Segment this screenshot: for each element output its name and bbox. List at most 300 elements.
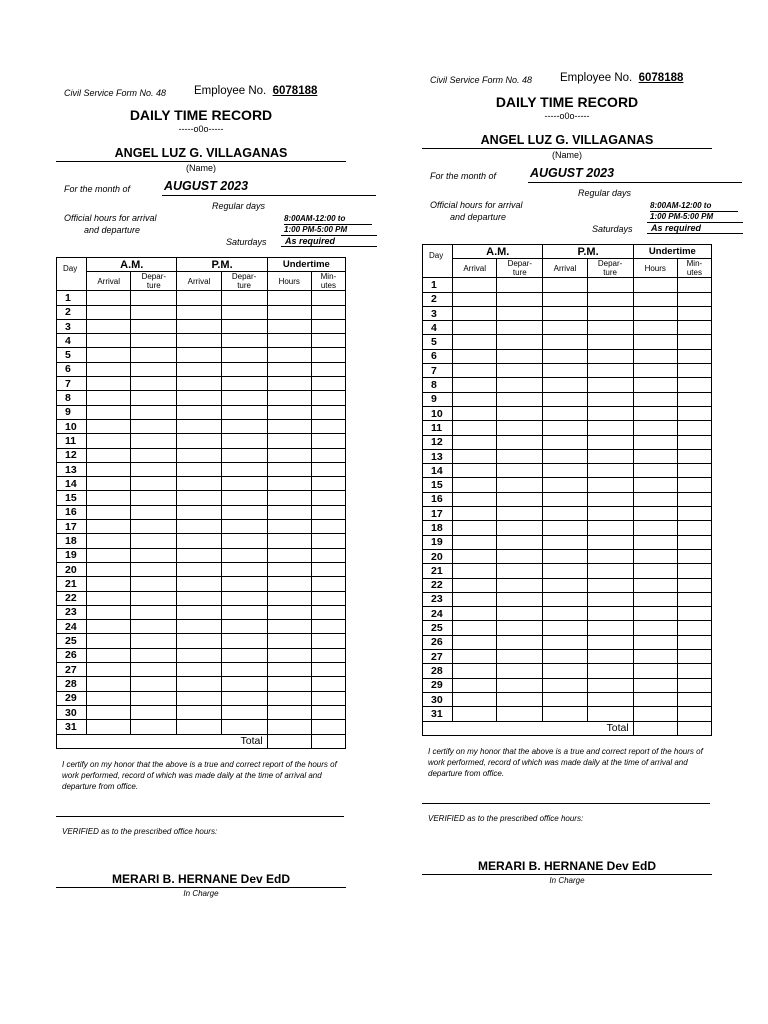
time-cell: [311, 462, 345, 476]
time-cell: [221, 434, 267, 448]
employee-name: ANGEL LUZ G. VILLAGANAS: [422, 133, 712, 149]
time-cell: [543, 392, 587, 406]
table-row: [57, 562, 346, 576]
time-cell: [633, 335, 677, 349]
time-cell: [633, 492, 677, 506]
ornament: -----o0o-----: [544, 111, 590, 121]
time-cell: [311, 434, 345, 448]
day-number: 16: [57, 505, 87, 519]
day-number: 11: [57, 434, 87, 448]
table-row: [423, 592, 712, 606]
time-cell: [453, 578, 497, 592]
time-cell: [131, 348, 177, 362]
time-cell: [677, 507, 711, 521]
time-cell: [221, 448, 267, 462]
time-cell: [87, 462, 131, 476]
time-cell: [453, 278, 497, 292]
table-row: [423, 635, 712, 649]
time-cell: [311, 691, 345, 705]
time-cell: [677, 335, 711, 349]
time-cell: [633, 664, 677, 678]
time-cell: [633, 707, 677, 721]
civil-service-form-label: Civil Service Form No. 48: [430, 75, 533, 85]
time-cell: [131, 391, 177, 405]
time-cell: [177, 419, 221, 433]
time-cell: [497, 692, 543, 706]
time-cell: [267, 448, 311, 462]
time-cell: [677, 564, 711, 578]
time-cell: [87, 505, 131, 519]
table-row: [57, 691, 346, 705]
time-cell: [543, 335, 587, 349]
time-cell: [587, 607, 633, 621]
day-number: 13: [423, 449, 453, 463]
dtr-form-left: [56, 85, 346, 898]
time-cell: [543, 406, 587, 420]
time-cell: [87, 591, 131, 605]
time-cell: [543, 278, 587, 292]
employee-number: Employee No. 6078188: [560, 72, 684, 84]
time-cell: [221, 562, 267, 576]
time-cell: [543, 621, 587, 635]
time-cell: [633, 621, 677, 635]
time-cell: [267, 348, 311, 362]
time-cell: [587, 421, 633, 435]
time-cell: [177, 377, 221, 391]
time-cell: [677, 449, 711, 463]
time-cell: [633, 478, 677, 492]
time-cell: [633, 406, 677, 420]
time-cell: [131, 605, 177, 619]
month-value: AUGUST 2023: [162, 179, 376, 196]
day-number: 1: [57, 291, 87, 305]
time-cell: [131, 691, 177, 705]
time-cell: [587, 678, 633, 692]
time-cell: [311, 477, 345, 491]
time-cell: [267, 362, 311, 376]
time-cell: [677, 464, 711, 478]
name-caption: (Name): [185, 163, 216, 173]
time-cell: [221, 491, 267, 505]
day-number: 20: [423, 549, 453, 563]
time-cell: [311, 591, 345, 605]
time-cell: [177, 434, 221, 448]
time-cell: [221, 691, 267, 705]
day-number: 26: [423, 635, 453, 649]
time-cell: [453, 592, 497, 606]
time-cell: [543, 664, 587, 678]
day-number: 2: [423, 292, 453, 306]
official-hours: [56, 199, 346, 247]
time-cell: [677, 635, 711, 649]
time-cell: [543, 435, 587, 449]
time-cell: [177, 648, 221, 662]
day-number: 5: [57, 348, 87, 362]
time-cell: [267, 391, 311, 405]
time-cell: [587, 378, 633, 392]
table-row: [57, 319, 346, 333]
time-cell: [543, 449, 587, 463]
time-cell: [677, 278, 711, 292]
time-cell: [453, 678, 497, 692]
table-row: [57, 648, 346, 662]
day-number: 3: [423, 306, 453, 320]
signer-name: MERARI B. HERNANE Dev EdD: [56, 872, 346, 888]
verified-text: VERIFIED as to the prescribed office hours:: [428, 813, 584, 823]
time-cell: [221, 305, 267, 319]
signature-line: [56, 816, 344, 817]
time-cell: [177, 677, 221, 691]
time-cell: [311, 605, 345, 619]
pm-departure-header: Depar- ture: [221, 272, 267, 291]
time-cell: [677, 549, 711, 563]
table-row: [423, 321, 712, 335]
time-cell: [267, 577, 311, 591]
table-row: [423, 664, 712, 678]
am-departure-header: Depar- ture: [497, 259, 543, 278]
table-row: [57, 448, 346, 462]
time-cell: [453, 650, 497, 664]
time-cell: [267, 548, 311, 562]
day-number: 26: [57, 648, 87, 662]
total-hours-cell: [633, 721, 677, 735]
day-number: 10: [423, 406, 453, 420]
time-cell: [177, 477, 221, 491]
time-cell: [311, 319, 345, 333]
am-departure-header: Depar- ture: [131, 272, 177, 291]
table-row: [423, 306, 712, 320]
time-cell: [221, 462, 267, 476]
table-row: [57, 291, 346, 305]
time-cell: [87, 491, 131, 505]
regular-days-label: Regular days: [212, 201, 266, 211]
pm-header: P.M.: [177, 258, 267, 272]
official-hours-label: Official hours for arrival: [64, 213, 157, 223]
time-cell: [633, 421, 677, 435]
time-cell: [497, 578, 543, 592]
table-row: [423, 349, 712, 363]
time-cell: [221, 634, 267, 648]
table-row: [57, 620, 346, 634]
time-cell: [587, 406, 633, 420]
time-cell: [543, 492, 587, 506]
time-cell: [453, 549, 497, 563]
table-row: [423, 435, 712, 449]
time-cell: [87, 605, 131, 619]
day-number: 12: [57, 448, 87, 462]
am-arrival-header: Arrival: [87, 272, 131, 291]
table-row: [57, 677, 346, 691]
day-number: 1: [423, 278, 453, 292]
time-cell: [177, 448, 221, 462]
time-cell: [497, 321, 543, 335]
day-number: 11: [423, 421, 453, 435]
time-cell: [131, 319, 177, 333]
employee-name: ANGEL LUZ G. VILLAGANAS: [56, 146, 346, 162]
time-cell: [453, 421, 497, 435]
time-cell: [497, 392, 543, 406]
time-cell: [677, 392, 711, 406]
time-cell: [453, 521, 497, 535]
day-number: 9: [423, 392, 453, 406]
official-hours-label-2: and departure: [450, 212, 507, 222]
time-cell: [497, 478, 543, 492]
time-cell: [221, 677, 267, 691]
time-cell: [497, 564, 543, 578]
time-cell: [453, 535, 497, 549]
time-cell: [543, 549, 587, 563]
table-row: [57, 462, 346, 476]
time-cell: [497, 650, 543, 664]
time-cell: [177, 605, 221, 619]
time-cell: [497, 292, 543, 306]
time-cell: [221, 477, 267, 491]
saturdays-label: Saturdays: [592, 224, 633, 234]
time-cell: [221, 505, 267, 519]
table-row: [423, 492, 712, 506]
table-row: [57, 520, 346, 534]
time-cell: [311, 548, 345, 562]
time-cell: [177, 505, 221, 519]
table-row: [423, 521, 712, 535]
time-cell: [633, 378, 677, 392]
minutes-header: Min- utes: [311, 272, 345, 291]
time-cell: [497, 621, 543, 635]
time-cell: [87, 620, 131, 634]
civil-service-form-label: Civil Service Form No. 48: [64, 88, 167, 98]
table-row: [423, 621, 712, 635]
time-cell: [633, 549, 677, 563]
time-cell: [177, 391, 221, 405]
time-cell: [453, 392, 497, 406]
time-cell: [453, 306, 497, 320]
time-cell: [131, 534, 177, 548]
time-cell: [221, 534, 267, 548]
time-cell: [497, 464, 543, 478]
day-number: 27: [57, 663, 87, 677]
table-row: [57, 305, 346, 319]
time-cell: [311, 534, 345, 548]
time-cell: [267, 663, 311, 677]
time-cell: [177, 334, 221, 348]
time-cell: [543, 707, 587, 721]
time-cell: [633, 349, 677, 363]
day-number: 31: [57, 720, 87, 734]
time-cell: [177, 663, 221, 677]
time-cell: [587, 492, 633, 506]
certification-text: I certify on my honor that the above is a true and correct report of the hours of work performed, record of which was made daily at the time of arrival and departure from office.: [428, 746, 703, 778]
time-cell: [221, 548, 267, 562]
name-caption: (Name): [551, 150, 582, 160]
time-cell: [267, 634, 311, 648]
time-cell: [543, 464, 587, 478]
time-cell: [453, 364, 497, 378]
time-cell: [221, 648, 267, 662]
time-cell: [543, 607, 587, 621]
day-number: 22: [57, 591, 87, 605]
time-cell: [677, 349, 711, 363]
time-cell: [587, 578, 633, 592]
time-cell: [221, 391, 267, 405]
time-cell: [587, 549, 633, 563]
time-cell: [131, 377, 177, 391]
total-hours-cell: [267, 734, 311, 748]
time-cell: [87, 419, 131, 433]
day-number: 15: [57, 491, 87, 505]
time-cell: [587, 478, 633, 492]
time-cell: [311, 677, 345, 691]
day-number: 16: [423, 492, 453, 506]
time-cell: [497, 364, 543, 378]
time-cell: [633, 278, 677, 292]
official-hours-label-2: and departure: [84, 225, 141, 235]
day-number: 25: [57, 634, 87, 648]
time-cell: [587, 321, 633, 335]
time-cell: [497, 635, 543, 649]
time-cell: [177, 591, 221, 605]
time-cell: [453, 664, 497, 678]
day-number: 17: [423, 507, 453, 521]
time-cell: [543, 306, 587, 320]
time-cell: [497, 535, 543, 549]
day-number: 28: [423, 664, 453, 678]
time-cell: [131, 648, 177, 662]
table-row: [57, 491, 346, 505]
day-number: 7: [57, 377, 87, 391]
time-cell: [587, 564, 633, 578]
employee-number: Employee No. 6078188: [194, 85, 318, 97]
month-row: [56, 179, 346, 199]
day-number: 3: [57, 319, 87, 333]
time-cell: [543, 421, 587, 435]
time-cell: [177, 548, 221, 562]
time-cell: [87, 705, 131, 719]
form-title: DAILY TIME RECORD: [129, 107, 273, 123]
time-cell: [677, 578, 711, 592]
day-number: 30: [423, 692, 453, 706]
time-cell: [87, 319, 131, 333]
time-cell: [497, 449, 543, 463]
time-cell: [497, 507, 543, 521]
time-cell: [633, 635, 677, 649]
table-row: [57, 577, 346, 591]
time-cell: [177, 720, 221, 734]
time-cell: [221, 605, 267, 619]
table-row: [423, 564, 712, 578]
time-cell: [497, 607, 543, 621]
time-cell: [311, 705, 345, 719]
time-cell: [677, 421, 711, 435]
time-cell: [87, 663, 131, 677]
time-cell: [453, 492, 497, 506]
time-cell: [131, 720, 177, 734]
time-cell: [633, 592, 677, 606]
signature-line: [422, 803, 710, 804]
time-cell: [87, 562, 131, 576]
time-cell: [453, 478, 497, 492]
time-cell: [87, 334, 131, 348]
time-cell: [221, 663, 267, 677]
time-cell: [221, 577, 267, 591]
time-cell: [633, 392, 677, 406]
time-cell: [587, 535, 633, 549]
time-cell: [587, 292, 633, 306]
table-row: [423, 378, 712, 392]
time-cell: [587, 335, 633, 349]
time-cell: [497, 492, 543, 506]
time-cell: [131, 577, 177, 591]
time-cell: [87, 577, 131, 591]
time-cell: [177, 291, 221, 305]
time-cell: [453, 378, 497, 392]
time-cell: [267, 377, 311, 391]
table-row: [57, 548, 346, 562]
day-number: 24: [57, 620, 87, 634]
time-cell: [311, 305, 345, 319]
time-cell: [677, 678, 711, 692]
day-number: 23: [423, 592, 453, 606]
time-cell: [497, 378, 543, 392]
table-row: [423, 364, 712, 378]
time-cell: [543, 578, 587, 592]
time-cell: [267, 505, 311, 519]
time-cell: [87, 648, 131, 662]
time-cell: [453, 449, 497, 463]
ornament: -----o0o-----: [178, 124, 224, 134]
time-cell: [453, 507, 497, 521]
form-title: DAILY TIME RECORD: [495, 94, 639, 110]
time-cell: [177, 462, 221, 476]
time-cell: [543, 349, 587, 363]
time-cell: [587, 521, 633, 535]
undertime-header: Undertime: [633, 245, 711, 259]
time-cell: [543, 635, 587, 649]
time-cell: [587, 306, 633, 320]
time-cell: [177, 620, 221, 634]
time-cell: [177, 520, 221, 534]
table-row: [57, 391, 346, 405]
time-cell: [267, 720, 311, 734]
pm-arrival-header: Arrival: [177, 272, 221, 291]
form-header-line: [422, 72, 712, 88]
time-cell: [587, 364, 633, 378]
time-cell: [633, 321, 677, 335]
table-row: [57, 705, 346, 719]
time-cell: [633, 607, 677, 621]
table-row: [423, 507, 712, 521]
time-cell: [677, 707, 711, 721]
table-row: [57, 348, 346, 362]
time-cell: [453, 349, 497, 363]
time-afternoon: 1:00 PM-5:00 PM: [650, 211, 738, 221]
time-cell: [543, 535, 587, 549]
time-cell: [87, 434, 131, 448]
time-cell: [633, 578, 677, 592]
time-cell: [633, 306, 677, 320]
table-row: [423, 607, 712, 621]
time-cell: [633, 292, 677, 306]
day-number: 21: [423, 564, 453, 578]
time-cell: [497, 306, 543, 320]
time-cell: [87, 291, 131, 305]
time-cell: [87, 305, 131, 319]
time-cell: [453, 464, 497, 478]
table-row: [57, 534, 346, 548]
time-cell: [131, 477, 177, 491]
day-number: 23: [57, 605, 87, 619]
time-cell: [543, 650, 587, 664]
time-cell: [221, 362, 267, 376]
